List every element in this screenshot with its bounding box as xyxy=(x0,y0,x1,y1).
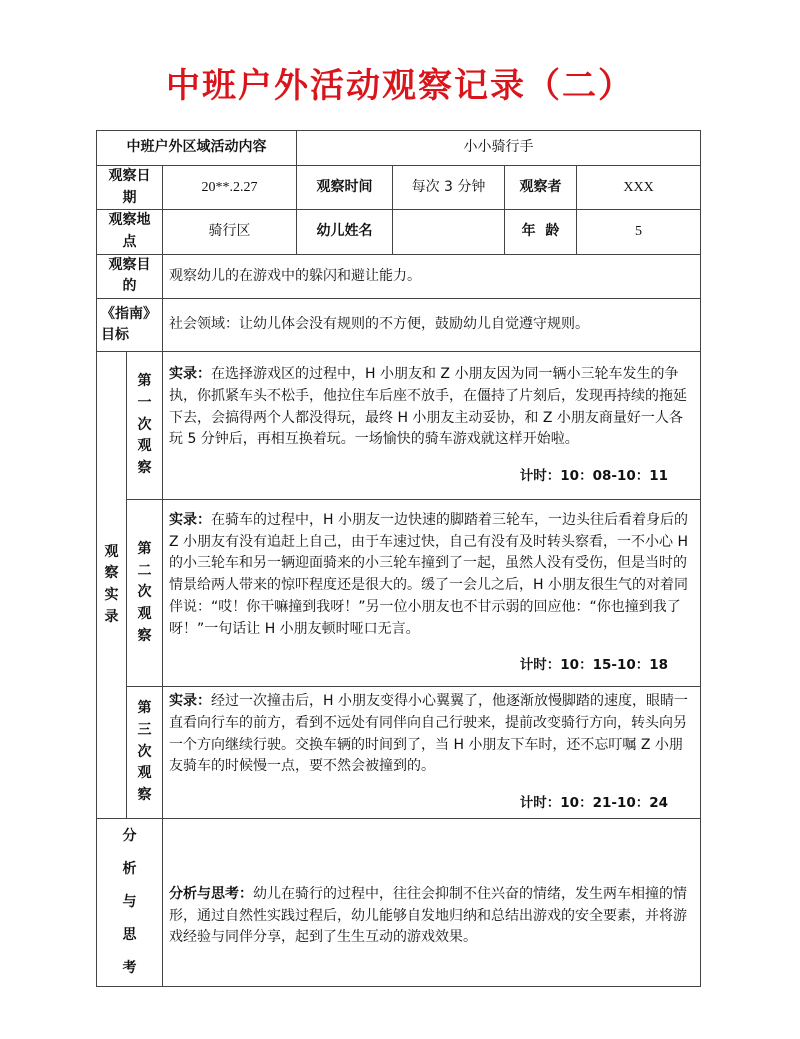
place-row xyxy=(97,210,701,254)
observation-1-timing: 计时：10：08-10：11 xyxy=(519,468,669,485)
analysis-content xyxy=(163,819,701,987)
observation-3-lead: 实录： xyxy=(169,693,211,710)
document-title: 中班户外活动观察记录（二） xyxy=(166,66,634,106)
child-name-value xyxy=(393,210,505,254)
guide-label: 《指南》目标 xyxy=(97,299,163,352)
area-row xyxy=(97,131,701,166)
analysis-label: 分 析 与 思 考 xyxy=(97,819,163,987)
observation-3-label: 第 三 次 观 察 xyxy=(127,687,163,819)
observation-2-content xyxy=(163,500,701,687)
observation-row-3 xyxy=(97,687,701,819)
guide-text: 社会领域：让幼儿体会没有规则的不方便，鼓励幼儿自觉遵守规则。 xyxy=(163,299,701,352)
observation-2-label: 第 二 次 观 察 xyxy=(127,500,163,687)
date-row xyxy=(97,166,701,210)
observation-table xyxy=(96,130,701,987)
analysis-row xyxy=(97,819,701,987)
time-value: 每次 3 分钟 xyxy=(393,166,505,210)
observer-value: XXX xyxy=(577,166,701,210)
observation-row-1 xyxy=(97,352,701,500)
observation-1-label: 第 一 次 观 察 xyxy=(127,352,163,500)
place-value: 骑行区 xyxy=(163,210,297,254)
purpose-text: 观察幼儿的在游戏中的躲闪和避让能力。 xyxy=(163,254,701,298)
date-label: 观察日期 xyxy=(97,166,163,210)
analysis-lead: 分析与思考： xyxy=(169,886,253,903)
place-label: 观察地点 xyxy=(97,210,163,254)
age-label: 年 龄 xyxy=(505,210,577,254)
observation-3-text: 经过一次撞击后，H 小朋友变得小心翼翼了，他逐渐放慢脚踏的速度，眼睛一直看向行车的前方，看到不远处有同伴向自己行驶来，提前改变骑行方向，转头向另一个方向继续行驶。交换车辆的时间到了，当 H 小朋友下车时，还不忘叮嘱 Z 小朋友骑车的时候慢一点，要不然会被撞到的。 xyxy=(169,693,688,775)
area-label: 中班户外区域活动内容 xyxy=(97,131,297,166)
age-value: 5 xyxy=(577,210,701,254)
observation-3-content xyxy=(163,687,701,819)
guide-row xyxy=(97,299,701,352)
purpose-row xyxy=(97,254,701,298)
observation-1-content xyxy=(163,352,701,500)
observation-1-lead: 实录： xyxy=(169,366,211,383)
observer-label: 观察者 xyxy=(505,166,577,210)
observation-2-timing: 计时：10：15-10：18 xyxy=(519,657,669,674)
date-value: 20**.2.27 xyxy=(163,166,297,210)
analysis-text: 幼儿在骑行的过程中，往往会抑制不住兴奋的情绪，发生两车相撞的情形，通过自然性实践过程后，幼儿能够自发地归纳和总结出游戏的安全要素，并将游戏经验与同伴分享，起到了生生互动的游戏效果。 xyxy=(169,886,687,946)
time-label: 观察时间 xyxy=(297,166,393,210)
observation-row-2 xyxy=(97,500,701,687)
child-name-label: 幼儿姓名 xyxy=(297,210,393,254)
purpose-label: 观察目的 xyxy=(97,254,163,298)
observation-1-text: 在选择游戏区的过程中，H 小朋友和 Z 小朋友因为同一辆小三轮车发生的争执，你抓紧车头不松手，他拉住车后座不放手，在僵持了片刻后，发现再持续的拖延下去，会搞得两个人都没得玩，最终 H 小朋友主动妥协，和 Z 小朋友商量好一人各玩 5 分钟后，再相互换着玩。一场愉快的骑车游戏就这样开始啦。 xyxy=(169,366,687,448)
observation-3-timing: 计时：10：21-10：24 xyxy=(519,795,669,812)
observation-2-lead: 实录： xyxy=(169,512,211,529)
observation-2-text: 在骑车的过程中，H 小朋友一边快速的脚踏着三轮车，一边头往后看着身后的 Z 小朋友有没有追赶上自己，由于车速过快，自己有没有及时转头察看，一不小心 H 的小三轮车和另一辆迎面骑来的小三轮车撞到了一起，虽然人没有受伤，但是当时的情景给两人带来的惊吓程度还是很大的。缓了一会儿之后，H 小朋友很生气的对着同伴说：“哎！你干嘛撞到我呀！”另一位小朋友也不甘示弱的回应他：“你也撞到我了呀！”一句话让 H 小朋友顿时哑口无言。 xyxy=(169,512,689,637)
record-section-label: 观 察 实 录 xyxy=(97,352,127,819)
area-value: 小小骑行手 xyxy=(297,131,701,166)
